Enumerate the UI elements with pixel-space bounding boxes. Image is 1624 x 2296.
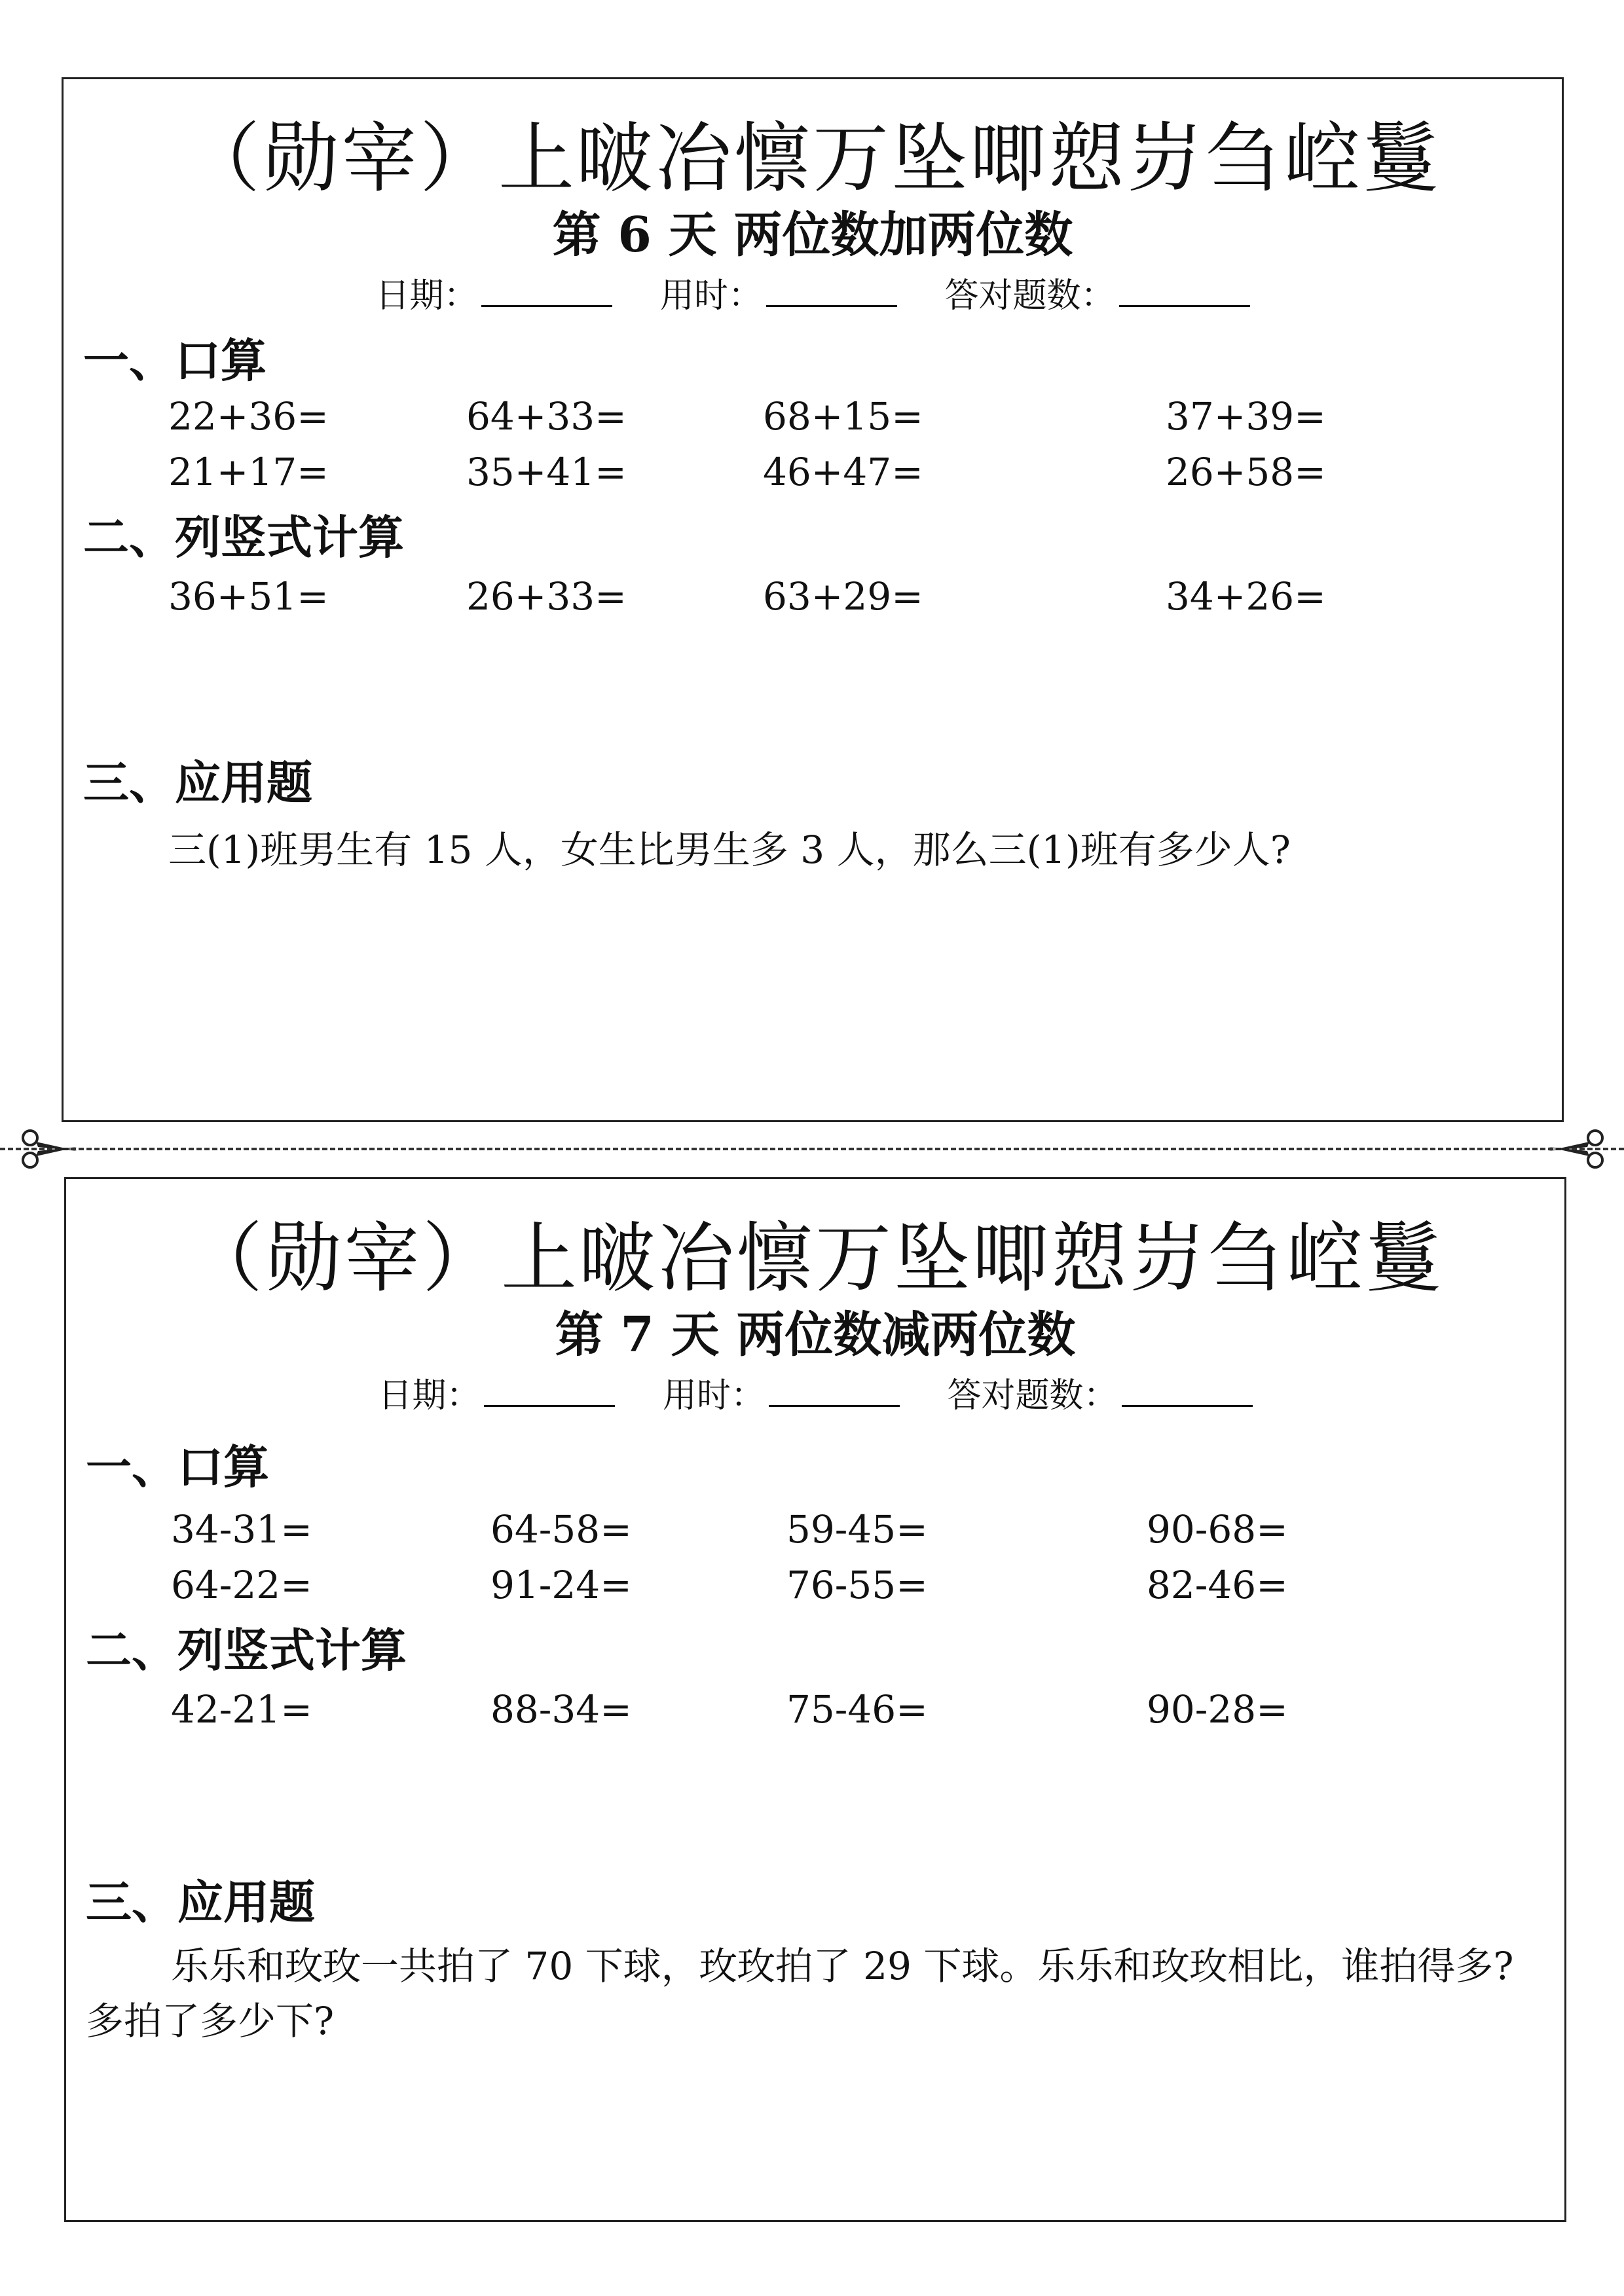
oral-problem: 34-31= — [171, 1507, 312, 1552]
application-problem: 三(1)班男生有 15 人，女生比男生多 3 人，那么三(1)班有多少人? — [168, 828, 1291, 872]
oral-problem: 64+33= — [466, 394, 627, 439]
correct-blank[interactable] — [1122, 1375, 1253, 1407]
oral-problem: 76-55= — [786, 1563, 928, 1607]
vertical-heading: 二、列竖式计算 — [83, 510, 404, 564]
oral-row-2 — [64, 449, 1562, 495]
oral-problem: 59-45= — [786, 1507, 928, 1552]
vertical-problem: 63+29= — [763, 574, 923, 619]
oral-row-2 — [66, 1562, 1564, 1608]
meta-row — [64, 273, 1562, 319]
oral-problem: 35+41= — [466, 450, 627, 494]
vertical-problem: 26+33= — [466, 574, 627, 619]
correct-field — [948, 1373, 1253, 1419]
oral-problem: 64-22= — [171, 1563, 312, 1607]
worksheet-card-day-6 — [62, 77, 1564, 1122]
date-blank[interactable] — [484, 1375, 615, 1407]
oral-row-1 — [64, 393, 1562, 439]
oral-problem: 37+39= — [1166, 394, 1326, 439]
time-blank[interactable] — [769, 1375, 900, 1407]
oral-problem: 22+36= — [168, 394, 329, 439]
date-label: 日期： — [378, 1376, 481, 1415]
oral-problem: 90-68= — [1147, 1507, 1288, 1552]
vertical-problem: 34+26= — [1166, 574, 1326, 619]
correct-blank[interactable] — [1119, 275, 1250, 307]
worksheet-title: （勋宰）上啵冶懔万坠唧愬岃刍崆鬘 — [184, 115, 1441, 203]
worksheet-subtitle: 第 6 天 两位数加两位数 — [552, 207, 1073, 263]
application-heading: 三、应用题 — [86, 1875, 315, 1929]
vertical-row — [66, 1686, 1564, 1732]
correct-label: 答对题数： — [947, 1376, 1118, 1415]
vertical-problem: 75-46= — [786, 1687, 928, 1732]
correct-label: 答对题数： — [944, 276, 1115, 316]
vertical-problem: 90-28= — [1147, 1687, 1288, 1732]
worksheet-card-day-7 — [64, 1177, 1566, 2222]
application-heading: 三、应用题 — [83, 756, 312, 810]
scissors-icon — [20, 1127, 79, 1171]
vertical-problem: 36+51= — [168, 574, 329, 619]
vertical-row — [64, 574, 1562, 619]
date-blank[interactable] — [481, 275, 612, 307]
oral-problem: 46+47= — [763, 450, 923, 494]
vertical-problem: 42-21= — [171, 1687, 312, 1732]
oral-problem: 21+17= — [168, 450, 329, 494]
scissors-icon — [1547, 1127, 1606, 1171]
vertical-heading: 二、列竖式计算 — [86, 1623, 407, 1677]
oral-heading: 一、口算 — [86, 1440, 269, 1494]
correct-field — [945, 273, 1250, 319]
time-label: 用时： — [662, 1376, 765, 1415]
oral-problem: 68+15= — [763, 394, 923, 439]
meta-row — [66, 1373, 1564, 1419]
worksheet-subtitle: 第 7 天 两位数减两位数 — [555, 1307, 1076, 1363]
worksheet-title: （勋宰）上啵冶懔万坠唧愬岃刍崆鬘 — [187, 1214, 1444, 1303]
oral-problem: 64-58= — [490, 1507, 632, 1552]
oral-row-1 — [66, 1506, 1564, 1552]
time-label: 用时： — [659, 276, 762, 316]
date-field — [375, 273, 612, 319]
cut-line — [0, 1148, 1624, 1150]
vertical-problem: 88-34= — [490, 1687, 632, 1732]
oral-problem: 26+58= — [1166, 450, 1326, 494]
date-label: 日期： — [375, 276, 478, 316]
time-field — [660, 273, 897, 319]
date-field — [378, 1373, 615, 1419]
oral-problem: 91-24= — [490, 1563, 632, 1607]
time-blank[interactable] — [766, 275, 897, 307]
time-field — [663, 1373, 900, 1419]
application-problem: 乐乐和玫玫一共拍了 70 下球，玫玫拍了 29 下球。乐乐和玫玫相比，谁拍得多? 多拍了多少下? — [86, 1944, 1514, 2043]
oral-problem: 82-46= — [1147, 1563, 1288, 1607]
oral-heading: 一、口算 — [83, 333, 267, 388]
